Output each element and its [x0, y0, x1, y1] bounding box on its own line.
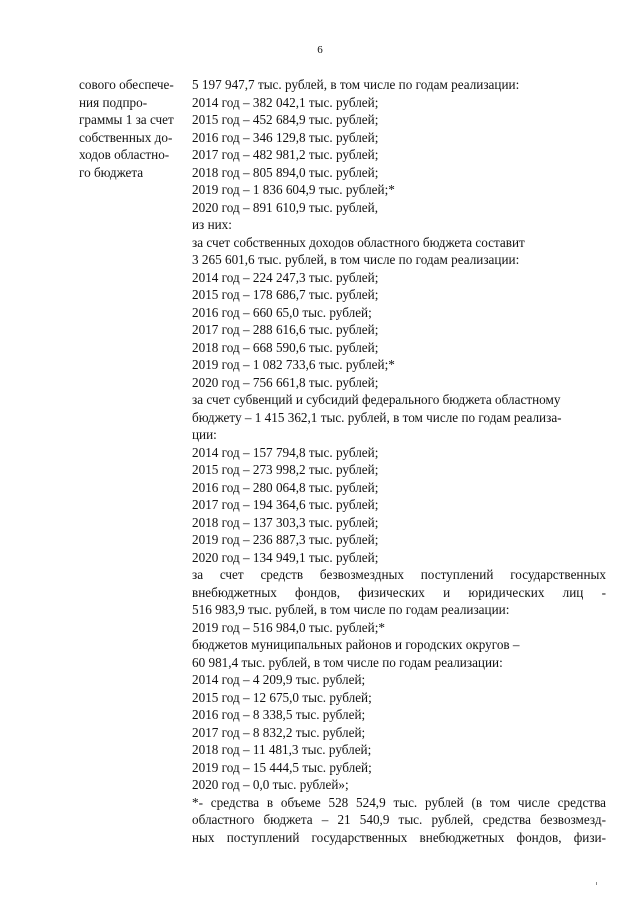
label-line: го бюджета: [79, 164, 144, 180]
extrabudgetary-total: 516 983,9 тыс. рублей, в том числе по годам реализации:: [192, 602, 510, 617]
year-amount-line: 2015 год – 12 675,0 тыс. рублей;: [192, 689, 372, 705]
year-amount-line: 2016 год – 660 65,0 тыс. рублей;: [192, 304, 372, 320]
label-line: сового обеспече-: [79, 77, 174, 92]
footnote-line: областного бюджета – 21 540,9 тыс. рублей, средства безвозмезд-: [192, 812, 606, 827]
label-line: ходов областно-: [79, 147, 170, 162]
year-amount-line: 2019 год – 1 836 604,9 тыс. рублей;*: [192, 182, 395, 197]
year-amount-line: 2014 год – 224 247,3 тыс. рублей;: [192, 269, 379, 285]
year-amount-line: 2020 год – 0,0 тыс. рублей»;: [192, 777, 349, 792]
year-amount-line: 2017 год – 288 616,6 тыс. рублей;: [192, 322, 379, 337]
extrabudgetary-heading-cont: внебюджетных фондов, физических и юридических лиц -: [192, 584, 606, 600]
year-amount-line: 2018 год – 668 590,6 тыс. рублей;: [192, 339, 379, 355]
year-amount-line: 2020 год – 756 661,8 тыс. рублей;: [192, 374, 379, 390]
municipal-budgets-total: 60 981,4 тыс. рублей, в том числе по годам реализации:: [192, 654, 503, 670]
year-amount-line: 2015 год – 273 998,2 тыс. рублей;: [192, 462, 379, 477]
extrabudgetary-heading: за счет средств безвозмездных поступлений государственных: [192, 567, 606, 582]
regional-budget-total: 3 265 601,6 тыс. рублей, в том числе по годам реализации:: [192, 252, 520, 267]
year-amount-line: 2019 год – 15 444,5 тыс. рублей;: [192, 759, 372, 775]
funding-details-column: [192, 76, 606, 846]
year-amount-line: 2016 год – 8 338,5 тыс. рублей;: [192, 707, 366, 722]
municipal-budgets-heading: бюджетов муниципальных районов и городских округов –: [192, 637, 520, 652]
total-funding-line: 5 197 947,7 тыс. рублей, в том числе по годам реализации:: [192, 77, 520, 92]
label-line: ния подпро-: [79, 94, 148, 110]
year-amount-line: 2017 год – 8 832,2 тыс. рублей;: [192, 724, 366, 740]
footnote-line: *- средства в объеме 528 524,9 тыс. рублей (в том числе средства: [192, 794, 606, 810]
year-amount-line: 2017 год – 194 364,6 тыс. рублей;: [192, 497, 379, 512]
funding-label-column: [79, 76, 187, 181]
year-amount-line: 2020 год – 134 949,1 тыс. рублей;: [192, 549, 379, 565]
year-amount-line: 2014 год – 4 209,9 тыс. рублей;: [192, 672, 366, 687]
page-number: 6: [317, 44, 323, 56]
year-amount-line: 2017 год – 482 981,2 тыс. рублей;: [192, 147, 379, 162]
regional-budget-heading: за счет собственных доходов областного бюджета составит: [192, 234, 525, 250]
footnote-line: ных поступлений государственных внебюджетных фондов, физи-: [192, 829, 606, 845]
label-line: граммы 1 за счет: [79, 112, 174, 127]
year-amount-line: 2016 год – 346 129,8 тыс. рублей;: [192, 129, 379, 145]
year-amount-line: 2015 год – 452 684,9 тыс. рублей;: [192, 112, 379, 127]
year-amount-line: 2016 год – 280 064,8 тыс. рублей;: [192, 479, 379, 495]
year-amount-line: 2014 год – 157 794,8 тыс. рублей;: [192, 444, 379, 460]
year-amount-line: 2018 год – 11 481,3 тыс. рублей;: [192, 742, 372, 757]
year-amount-line: 2018 год – 137 303,3 тыс. рублей;: [192, 514, 379, 530]
year-amount-line: 2019 год – 516 984,0 тыс. рублей;*: [192, 619, 385, 635]
label-line: собственных до-: [79, 129, 173, 145]
year-amount-line: 2020 год – 891 610,9 тыс. рублей,: [192, 199, 378, 215]
federal-subsidies-heading: за счет субвенций и субсидий федерального бюджета областному: [192, 392, 561, 407]
federal-subsidies-total: бюджету – 1 415 362,1 тыс. рублей, в том числе по годам реализа-: [192, 409, 562, 425]
scan-speck: [596, 882, 597, 885]
of-which-line: из них:: [192, 217, 232, 232]
year-amount-line: 2014 год – 382 042,1 тыс. рублей;: [192, 94, 379, 110]
year-amount-line: 2019 год – 1 082 733,6 тыс. рублей;*: [192, 357, 395, 372]
year-amount-line: 2018 год – 805 894,0 тыс. рублей;: [192, 164, 379, 180]
year-amount-line: 2015 год – 178 686,7 тыс. рублей;: [192, 287, 379, 302]
federal-subsidies-continuation: ции:: [192, 427, 217, 442]
year-amount-line: 2019 год – 236 887,3 тыс. рублей;: [192, 532, 379, 547]
